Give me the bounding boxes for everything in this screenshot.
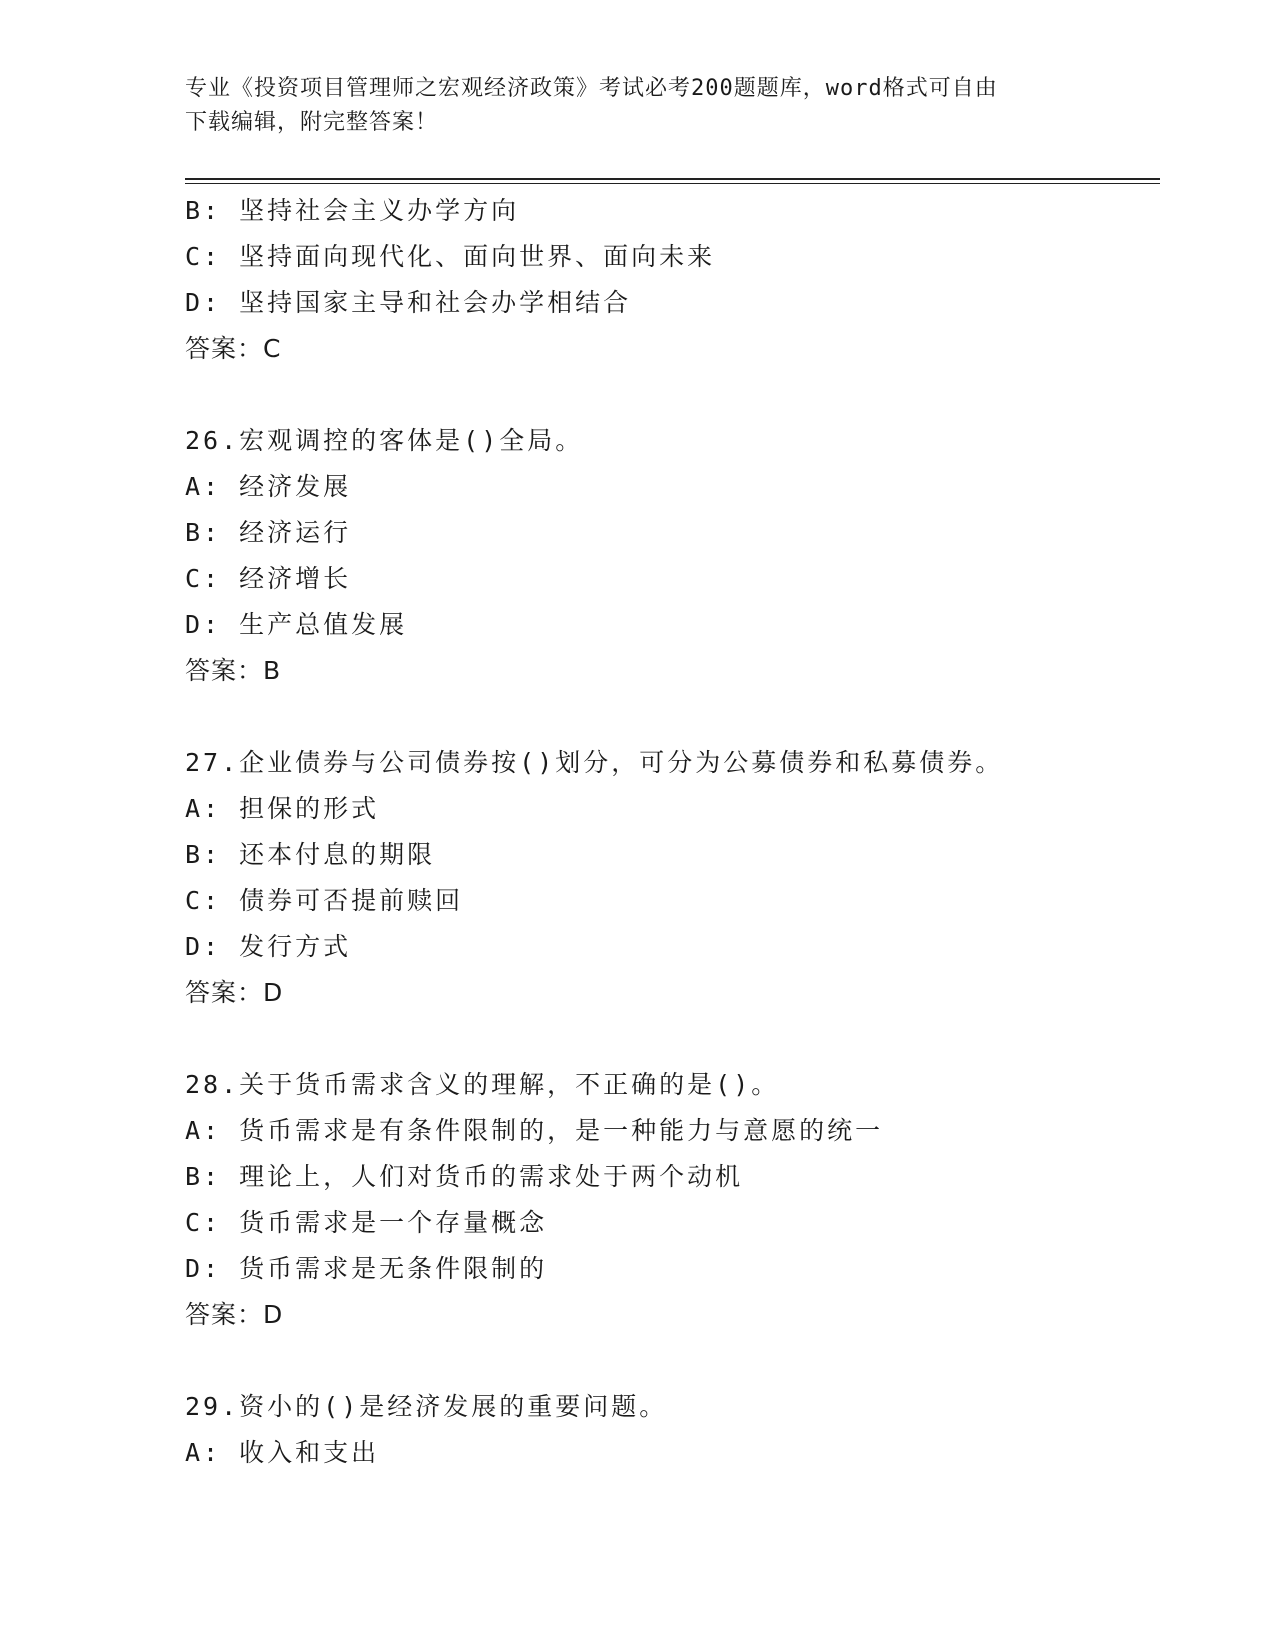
answer-line: 答案：C — [185, 334, 282, 363]
option-c: C: 债券可否提前赎回 — [185, 886, 464, 915]
option-d: D: 发行方式 — [185, 932, 352, 961]
answer-line: 答案：D — [185, 1300, 284, 1329]
header-line-2: 下载编辑，附完整答案！ — [185, 110, 439, 135]
option-a: A: 货币需求是有条件限制的，是一种能力与意愿的统一 — [185, 1116, 884, 1145]
option-b: B: 坚持社会主义办学方向 — [185, 196, 520, 225]
option-a: A: 经济发展 — [185, 472, 352, 501]
question-spacer — [185, 1016, 1160, 1062]
option-d: D: 坚持国家主导和社会办学相结合 — [185, 288, 632, 317]
option-c: C: 坚持面向现代化、面向世界、面向未来 — [185, 242, 716, 271]
option-a: A: 收入和支出 — [185, 1438, 380, 1467]
option-c: C: 经济增长 — [185, 564, 352, 593]
option-d: D: 货币需求是无条件限制的 — [185, 1254, 548, 1283]
option-d: D: 生产总值发展 — [185, 610, 408, 639]
question-stem: 28.关于货币需求含义的理解，不正确的是()。 — [185, 1070, 780, 1099]
option-b: B: 还本付息的期限 — [185, 840, 436, 869]
question-stem: 29.资小的()是经济发展的重要问题。 — [185, 1392, 668, 1421]
question-spacer — [185, 1338, 1160, 1384]
question-list — [185, 188, 1160, 1476]
answer-line: 答案：D — [185, 978, 284, 1007]
question-spacer — [185, 372, 1160, 418]
option-a: A: 担保的形式 — [185, 794, 380, 823]
header-divider-thin — [185, 183, 1160, 184]
option-b: B: 理论上，人们对货币的需求处于两个动机 — [185, 1162, 744, 1191]
document-header — [185, 72, 1085, 140]
question-stem: 27.企业债券与公司债券按()划分，可分为公募债券和私募债券。 — [185, 748, 1004, 777]
question-spacer — [185, 694, 1160, 740]
question-stem: 26.宏观调控的客体是()全局。 — [185, 426, 584, 455]
header-divider-thick — [185, 178, 1160, 180]
header-line-1: 专业《投资项目管理师之宏观经济政策》考试必考200题题库，word格式可自由 — [185, 76, 998, 101]
option-c: C: 货币需求是一个存量概念 — [185, 1208, 548, 1237]
option-b: B: 经济运行 — [185, 518, 352, 547]
answer-line: 答案：B — [185, 656, 282, 685]
